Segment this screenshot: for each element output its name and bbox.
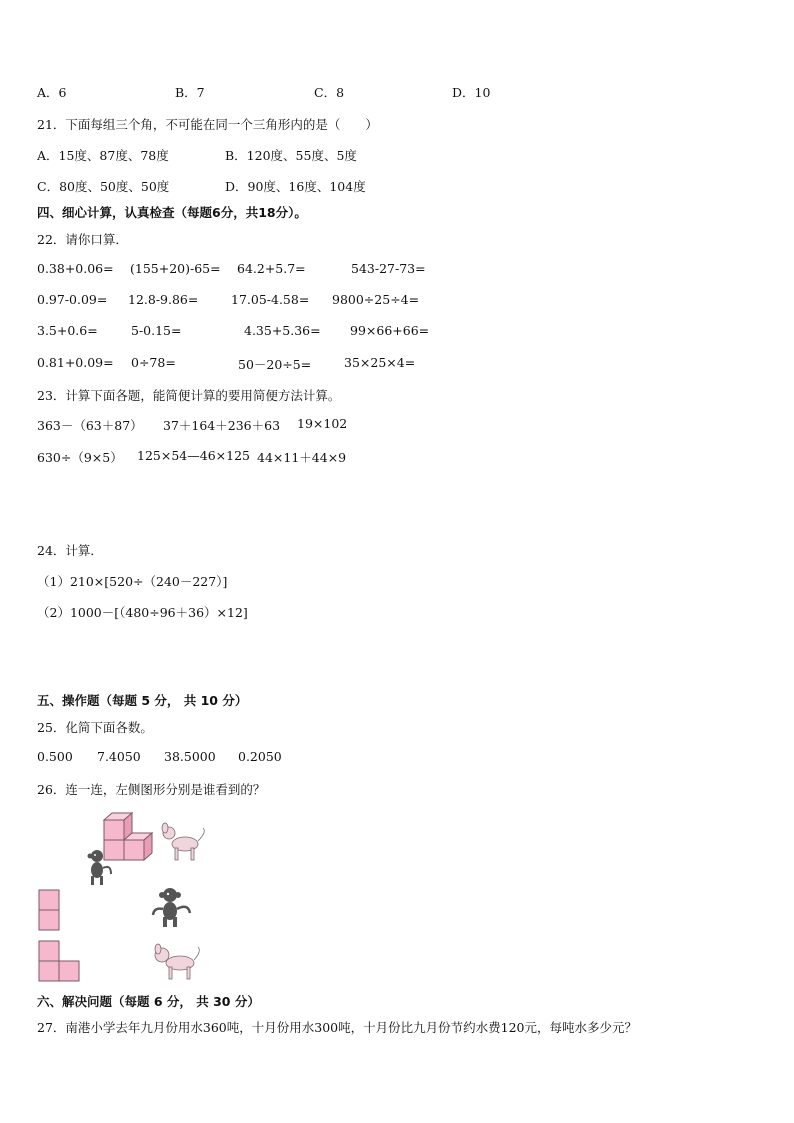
q21-option-a: A．15度、87度、78度 bbox=[37, 148, 169, 163]
dog-icon bbox=[162, 823, 204, 860]
q20-option-c: C．8 bbox=[314, 85, 345, 100]
q21-stem: 21．下面每组三个角，不可能在同一个三角形内的是（ ） bbox=[37, 117, 378, 132]
q22-cell: 0.97-0.09= bbox=[37, 292, 108, 307]
q22-cell: 0.38+0.06= bbox=[37, 261, 114, 276]
q22-stem: 22．请你口算． bbox=[37, 232, 128, 247]
section4-title: 四、细心计算，认真检查（每题6分，共18分）。 bbox=[37, 205, 307, 220]
q20-option-b: B．7 bbox=[175, 85, 205, 100]
q22-cell: 50－20÷5= bbox=[238, 357, 312, 372]
dog-viewer-icon bbox=[150, 943, 204, 983]
q27-stem: 27．南港小学去年九月份用水360吨，十月份用水300吨，十月份比九月份节约水费120元，每吨水多少元？ bbox=[37, 1020, 637, 1035]
q22-cell: 5-0.15= bbox=[131, 323, 182, 338]
cube-arrangement-figure bbox=[75, 808, 215, 888]
q22-cell: (155+20)-65= bbox=[130, 261, 221, 276]
cube-stack bbox=[104, 813, 152, 860]
q23-expression: 363－（63＋87） bbox=[37, 418, 143, 433]
q20-option-a: A．6 bbox=[37, 85, 67, 100]
q24-item-1: （1）210×[520÷（240－227）] bbox=[37, 574, 228, 589]
q25-number: 7.4050 bbox=[97, 749, 141, 764]
q22-cell: 64.2+5.7= bbox=[237, 261, 306, 276]
q25-number: 38.5000 bbox=[164, 749, 216, 764]
q22-cell: 3.5+0.6= bbox=[37, 323, 98, 338]
q22-cell: 35×25×4= bbox=[344, 355, 416, 370]
q25-stem: 25．化简下面各数。 bbox=[37, 720, 153, 735]
q25-number: 0.500 bbox=[37, 749, 73, 764]
q21-option-c: C．80度、50度、50度 bbox=[37, 179, 170, 194]
q22-cell: 17.05-4.58= bbox=[231, 292, 310, 307]
q22-cell: 12.8-9.86= bbox=[128, 292, 199, 307]
view-shape-l bbox=[38, 940, 84, 984]
q23-expression: 630÷（9×5） bbox=[37, 450, 123, 465]
q24-stem: 24．计算． bbox=[37, 543, 103, 558]
monkey-viewer-icon bbox=[148, 885, 198, 929]
q23-expression: 19×102 bbox=[297, 416, 348, 431]
q23-expression: 125×54—46×125 bbox=[137, 448, 250, 463]
q21-option-b: B．120度、55度、5度 bbox=[225, 148, 357, 163]
q22-cell: 9800÷25÷4= bbox=[332, 292, 420, 307]
q25-number: 0.2050 bbox=[238, 749, 282, 764]
q22-cell: 0.81+0.09= bbox=[37, 355, 114, 370]
section5-title: 五、操作题（每题 5 分， 共 10 分） bbox=[37, 693, 248, 708]
q22-cell: 543-27-73= bbox=[351, 261, 426, 276]
q24-item-2: （2）1000－[（480÷96＋36）×12] bbox=[37, 605, 248, 620]
view-shape-vertical bbox=[38, 889, 62, 933]
q23-stem: 23．计算下面各题，能简便计算的要用简便方法计算。 bbox=[37, 388, 341, 403]
q21-option-d: D．90度、16度、104度 bbox=[225, 179, 366, 194]
q22-cell: 4.35+5.36= bbox=[244, 323, 321, 338]
q26-stem: 26．连一连，左侧图形分别是谁看到的？ bbox=[37, 782, 266, 797]
section6-title: 六、解决问题（每题 6 分， 共 30 分） bbox=[37, 994, 260, 1009]
q23-expression: 37＋164＋236＋63 bbox=[163, 418, 281, 433]
q22-cell: 99×66+66= bbox=[350, 323, 430, 338]
q22-cell: 0÷78= bbox=[131, 355, 176, 370]
q23-expression: 44×11＋44×9 bbox=[257, 450, 347, 465]
q20-option-d: D．10 bbox=[452, 85, 491, 100]
